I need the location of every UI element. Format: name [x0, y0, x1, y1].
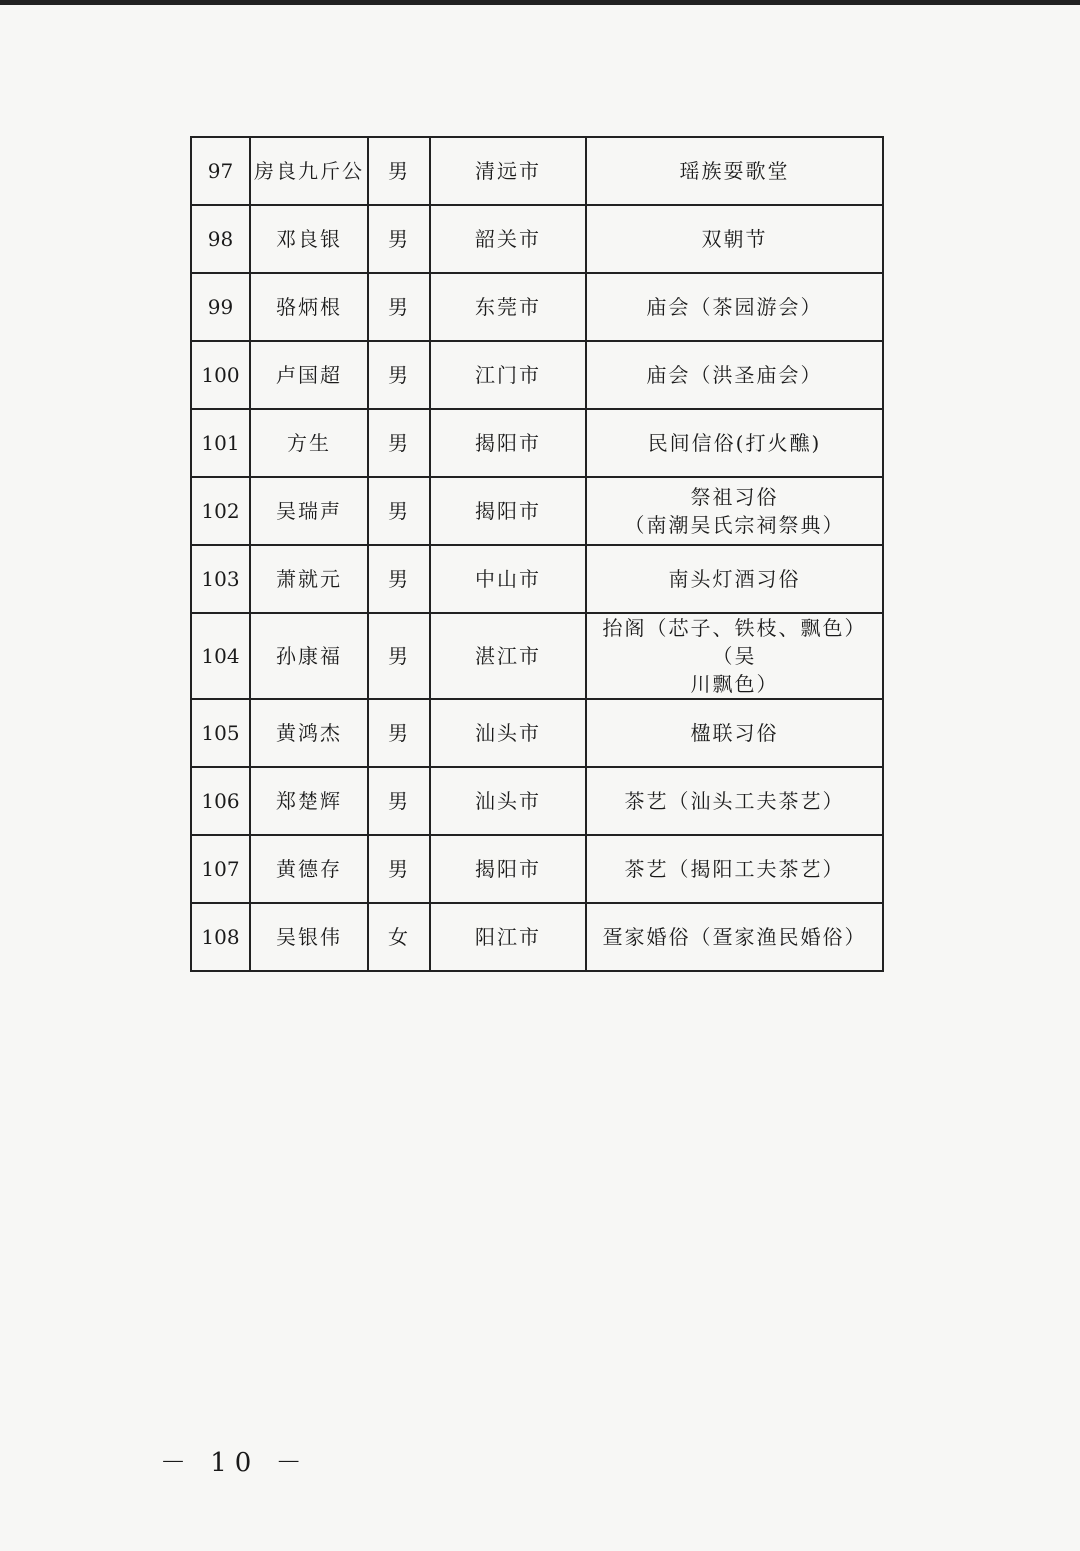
city: 汕头市: [430, 699, 586, 767]
table-row: [191, 409, 883, 477]
row-number: 100: [191, 341, 250, 409]
project-name: [586, 273, 883, 341]
city: 揭阳市: [430, 835, 586, 903]
city: 韶关市: [430, 205, 586, 273]
inheritor-name: 萧就元: [250, 545, 368, 613]
row-number: 98: [191, 205, 250, 273]
inheritor-name: 吴银伟: [250, 903, 368, 971]
row-number: 104: [191, 613, 250, 699]
row-number: 99: [191, 273, 250, 341]
table-row: [191, 699, 883, 767]
inheritor-name: 孙康福: [250, 613, 368, 699]
project-line: 楹联习俗: [690, 721, 779, 745]
city: 中山市: [430, 545, 586, 613]
inheritor-name: 骆炳根: [250, 273, 368, 341]
project-line: 抬阁（芯子、铁枝、飘色）（吴: [602, 616, 867, 668]
inheritor-table: [190, 136, 884, 972]
project-line: 双朝节: [701, 227, 768, 251]
gender: 男: [368, 477, 430, 545]
row-number: 103: [191, 545, 250, 613]
scan-top-edge: [0, 0, 1080, 5]
inheritor-name: 卢国超: [250, 341, 368, 409]
inheritor-name: 方生: [250, 409, 368, 477]
table-row: [191, 205, 883, 273]
row-number: 105: [191, 699, 250, 767]
table-row: [191, 767, 883, 835]
gender: 男: [368, 767, 430, 835]
gender: 男: [368, 341, 430, 409]
table-row: [191, 273, 883, 341]
project-name: [586, 767, 883, 835]
project-name: [586, 477, 883, 545]
project-line: 川飘色）: [690, 672, 779, 696]
city: 江门市: [430, 341, 586, 409]
city: 汕头市: [430, 767, 586, 835]
city: 湛江市: [430, 613, 586, 699]
gender: 女: [368, 903, 430, 971]
project-line: 瑶族耍歌堂: [679, 159, 790, 183]
gender: 男: [368, 137, 430, 205]
gender: 男: [368, 273, 430, 341]
project-line: 南头灯酒习俗: [668, 567, 801, 591]
page-number: － 10 －: [160, 1448, 310, 1478]
project-line: 庙会（洪圣庙会）: [646, 363, 823, 387]
row-number: 97: [191, 137, 250, 205]
inheritor-name: 黄鸿杰: [250, 699, 368, 767]
project-line: 庙会（茶园游会）: [646, 295, 823, 319]
project-name: [586, 545, 883, 613]
project-line: 民间信俗(打火醮): [647, 431, 822, 455]
city: 揭阳市: [430, 409, 586, 477]
city: 东莞市: [430, 273, 586, 341]
table-body: [191, 137, 883, 971]
project-name: [586, 903, 883, 971]
table-row: [191, 545, 883, 613]
inheritor-name: 邓良银: [250, 205, 368, 273]
project-line: 茶艺（揭阳工夫茶艺）: [624, 857, 845, 881]
project-name: [586, 699, 883, 767]
project-name: [586, 205, 883, 273]
project-name: [586, 137, 883, 205]
row-number: 106: [191, 767, 250, 835]
row-number: 108: [191, 903, 250, 971]
inheritor-name: 黄德存: [250, 835, 368, 903]
gender: 男: [368, 835, 430, 903]
project-name: [586, 613, 883, 699]
inheritor-name: 吴瑞声: [250, 477, 368, 545]
table-row: [191, 477, 883, 545]
project-name: [586, 835, 883, 903]
project-name: [586, 409, 883, 477]
gender: 男: [368, 205, 430, 273]
city: 阳江市: [430, 903, 586, 971]
gender: 男: [368, 409, 430, 477]
city: 揭阳市: [430, 477, 586, 545]
row-number: 102: [191, 477, 250, 545]
project-line: 茶艺（汕头工夫茶艺）: [624, 789, 845, 813]
gender: 男: [368, 613, 430, 699]
inheritor-name: 郑楚辉: [250, 767, 368, 835]
gender: 男: [368, 699, 430, 767]
city: 清远市: [430, 137, 586, 205]
gender: 男: [368, 545, 430, 613]
row-number: 107: [191, 835, 250, 903]
table-row: [191, 903, 883, 971]
table-row: [191, 613, 883, 699]
inheritor-name: 房良九斤公: [250, 137, 368, 205]
table-row: [191, 835, 883, 903]
project-line: （南潮吴氏宗祠祭典）: [624, 513, 845, 537]
project-line: 疍家婚俗（疍家渔民婚俗）: [602, 925, 867, 949]
project-name: [586, 341, 883, 409]
table-row: [191, 341, 883, 409]
table-row: [191, 137, 883, 205]
row-number: 101: [191, 409, 250, 477]
project-line: 祭祖习俗: [690, 485, 779, 509]
